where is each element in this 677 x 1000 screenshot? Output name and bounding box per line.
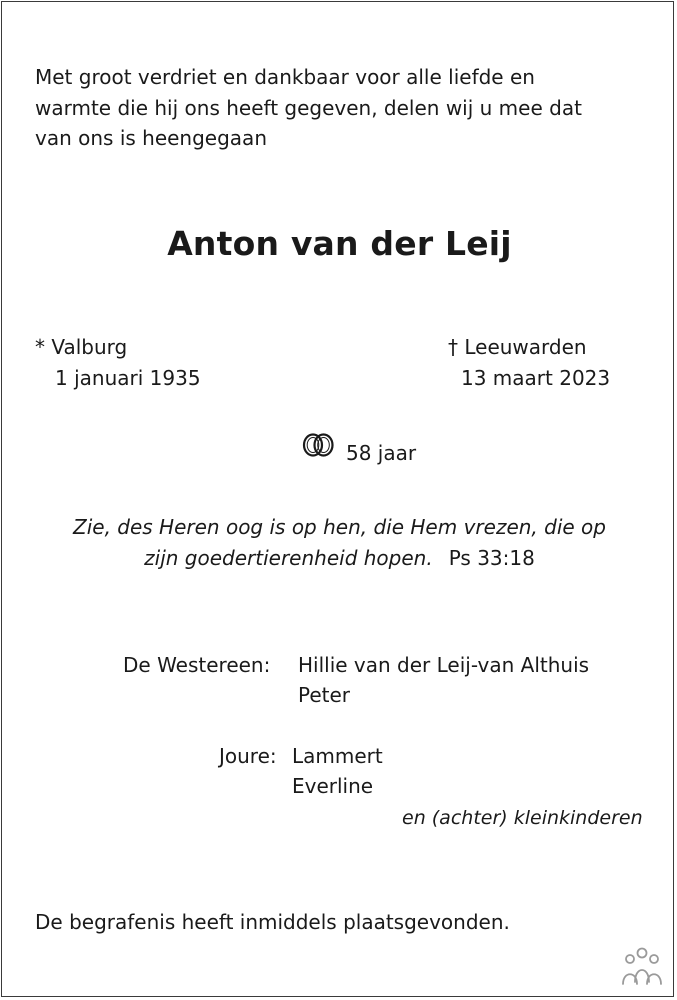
family-location: De Westereen: xyxy=(123,653,271,677)
birth-date: 1 januari 1935 xyxy=(55,366,201,390)
funeral-note: De begrafenis heeft inmiddels plaatsgevonden. xyxy=(35,910,510,934)
verse-line xyxy=(2,543,677,574)
people-group-icon xyxy=(619,946,665,986)
family-location: Joure: xyxy=(219,744,277,768)
wedding-rings-icon xyxy=(302,432,335,458)
intro-text xyxy=(35,62,635,154)
obituary-card xyxy=(1,1,674,997)
deceased-name: Anton van der Leij xyxy=(167,224,512,263)
verse-line-text: zijn goedertierenheid hopen. xyxy=(144,546,433,570)
intro-line: warmte die hij ons heeft gegeven, delen wij u mee dat xyxy=(35,95,582,120)
death-date: 13 maart 2023 xyxy=(461,366,611,390)
intro-line: van ons is heengegaan xyxy=(35,126,267,150)
marriage-years: 58 jaar xyxy=(346,441,417,465)
family-member: Hillie van der Leij-van Althuis xyxy=(298,653,590,677)
grandchildren-text: en (achter) kleinkinderen xyxy=(402,807,643,829)
bible-verse xyxy=(2,512,677,574)
family-member: Lammert xyxy=(292,744,383,768)
intro-line: Met groot verdriet en dankbaar voor alle liefde en xyxy=(35,65,535,89)
family-member: Peter xyxy=(298,683,351,707)
death-place: † Leeuwarden xyxy=(448,335,587,359)
verse-line: Zie, des Heren oog is op hen, die Hem vrezen, die op xyxy=(73,515,606,539)
verse-reference: Ps 33:18 xyxy=(448,546,535,570)
birth-place: * Valburg xyxy=(35,335,128,359)
family-member: Everline xyxy=(292,774,374,798)
